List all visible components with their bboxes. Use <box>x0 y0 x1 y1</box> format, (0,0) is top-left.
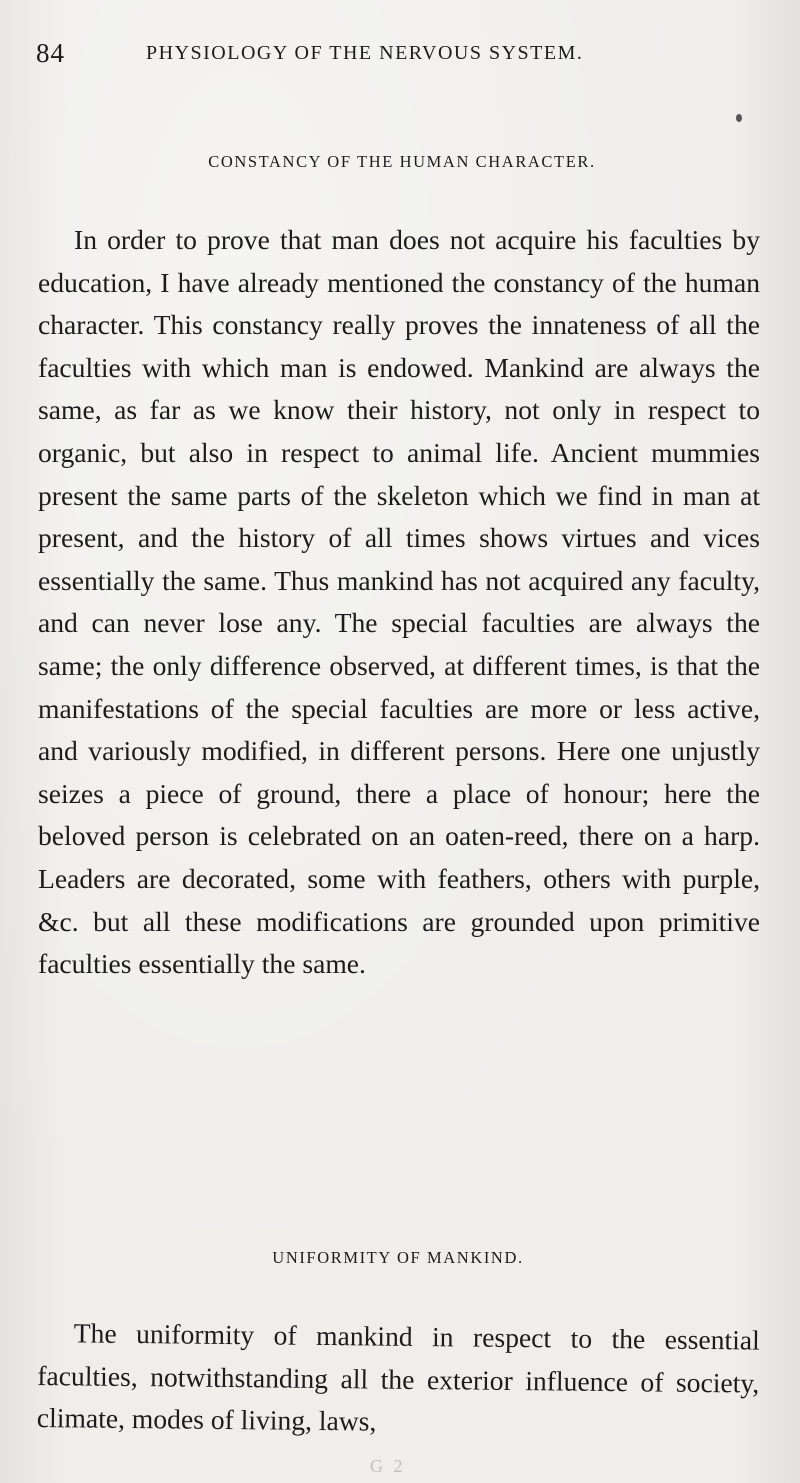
paragraph-constancy: In order to prove that man does not acquire his faculties by education, I have already mentioned the constancy of the human character. This constancy really proves the innateness of all the faculties with which man is endowed. Mankind are always the same, as far as we know their history, not only in respect to organic, but also in respect to animal life. Ancient mummies present the same parts of the skeleton which we find in man at present, and the history of all times shows virtues and vices essentially the same. Thus mankind has not acquired any faculty, and can never lose any. The special faculties are always the same; the only difference observed, at different times, is that the manifestations of the special faculties are more or less active, and variously modified, in different persons. Here one unjustly seizes a piece of ground, there a place of honour; here the beloved person is celebrated on an oaten-reed, there on a harp. Leaders are decorated, some with feathers, others with purple, &c. but all these modifications are grounded upon primitive faculties essentially the same. <box>38 224 760 980</box>
paragraph-uniformity: The uniformity of mankind in respect to the essential faculties, notwithstanding all the exterior influence of society, climate, modes of living, laws, <box>36 1317 760 1437</box>
section-heading-uniformity: UNIFORMITY OF MANKIND. <box>272 1248 524 1267</box>
section-heading-constancy: CONSTANCY OF THE HUMAN CHARACTER. <box>208 152 596 171</box>
running-head <box>36 38 756 78</box>
ink-speck <box>736 114 742 122</box>
signature-mark: G 2 <box>370 1456 406 1476</box>
page-number: 84 <box>36 38 65 68</box>
running-title: PHYSIOLOGY OF THE NERVOUS SYSTEM. <box>146 42 584 64</box>
